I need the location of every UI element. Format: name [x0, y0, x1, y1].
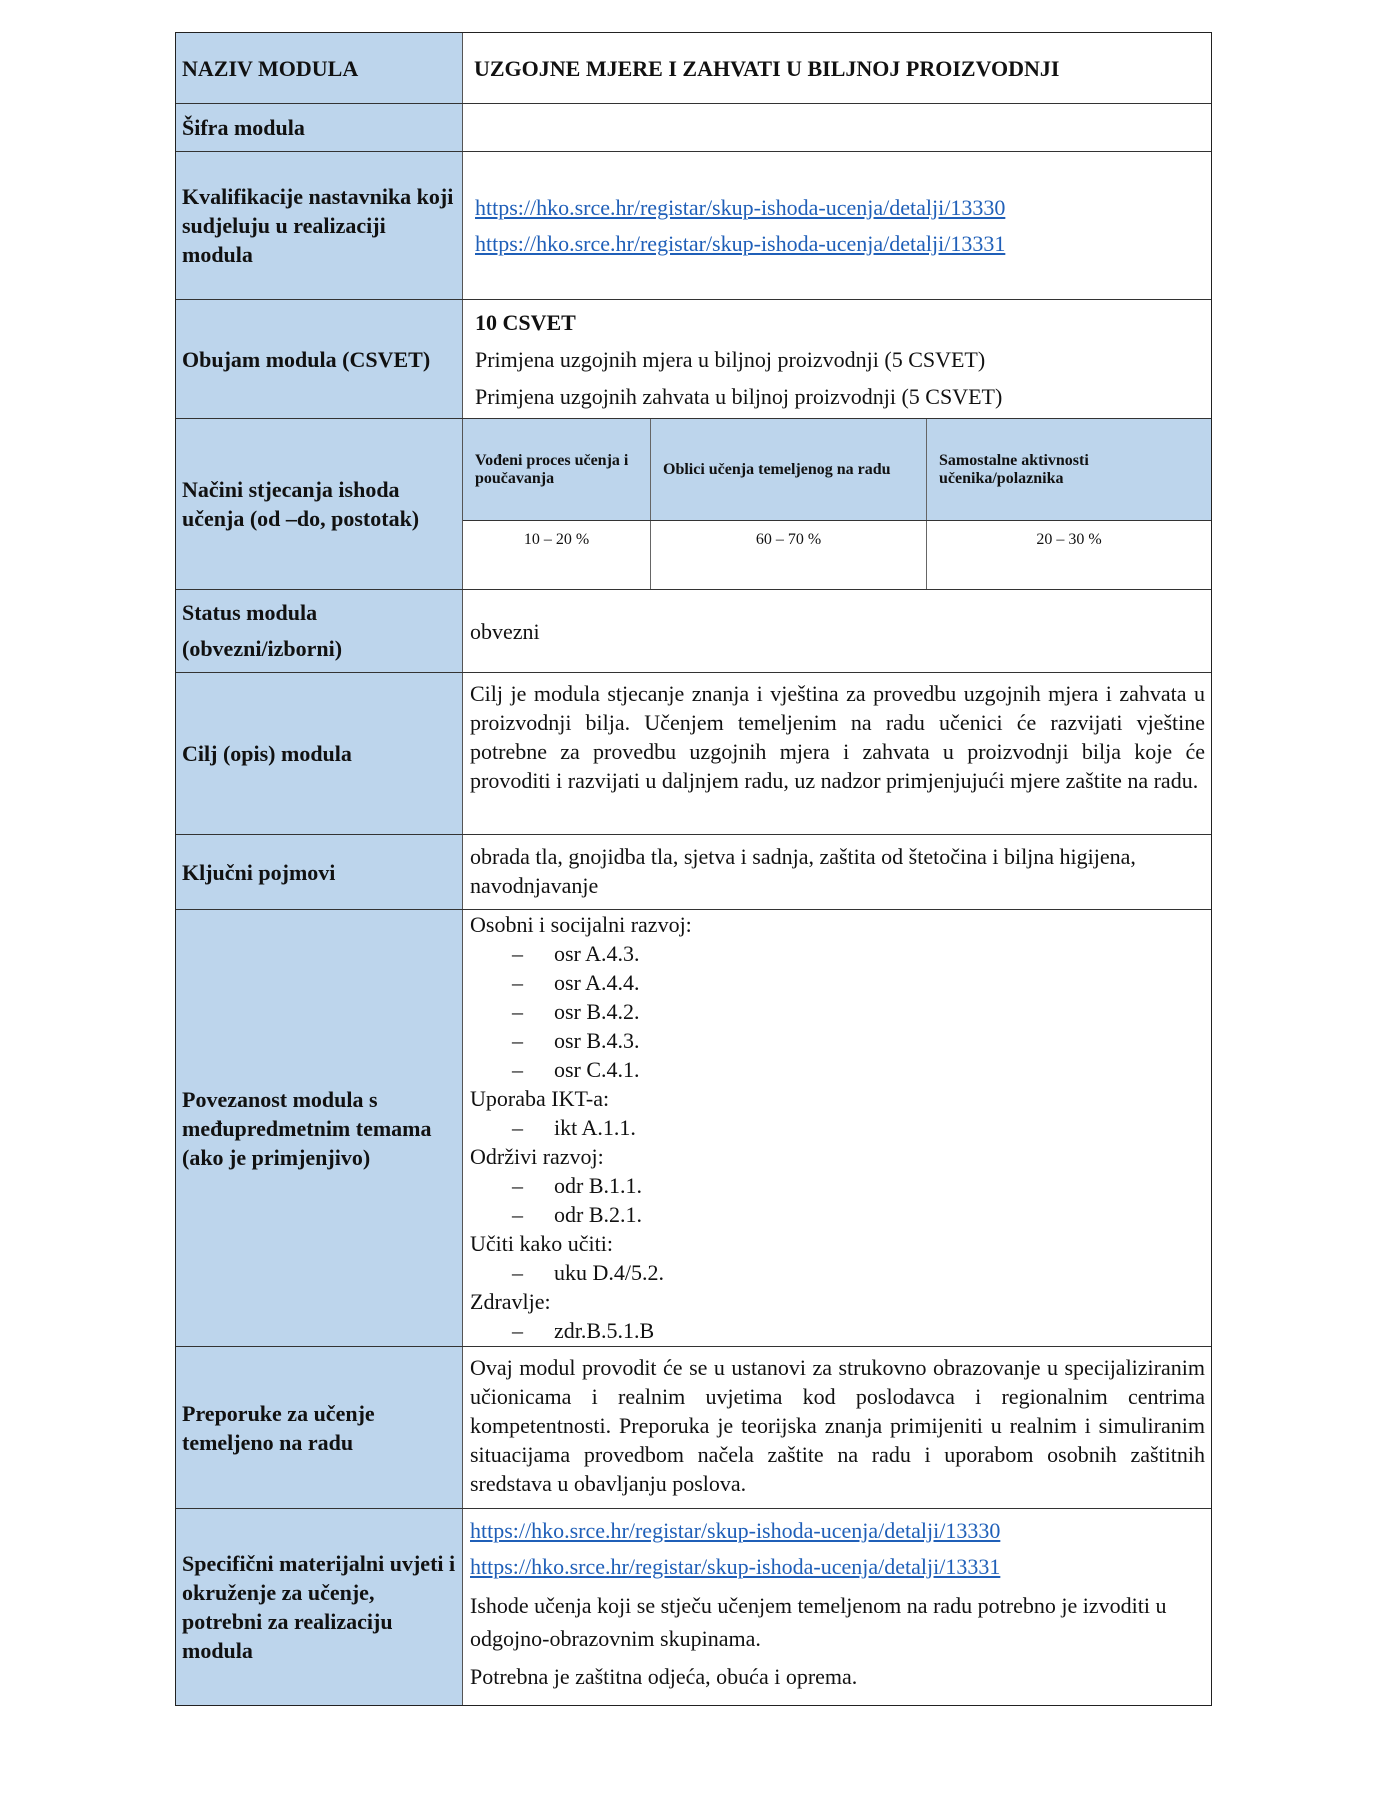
label-status: Status modula (obvezni/izborni)	[176, 590, 463, 672]
theme-item: – ikt A.1.1.	[512, 1115, 636, 1140]
theme-ikt-title: Uporaba IKT-a:	[470, 1086, 610, 1111]
csvet-total: 10 CSVET	[475, 309, 576, 335]
row-preporuke	[176, 1346, 1211, 1508]
theme-item: – odr B.1.1.	[512, 1173, 642, 1198]
csvet-item-1: Primjena uzgojnih mjera u biljnoj proizvodnji (5 CSVET)	[475, 346, 986, 372]
module-table	[175, 32, 1212, 1706]
row-obujam	[176, 299, 1211, 418]
nacini-value-row	[463, 521, 1211, 589]
label-naziv: NAZIV MODULA	[176, 33, 463, 103]
theme-item: – osr A.4.4.	[512, 970, 640, 995]
nacini-header-1: Vođeni proces učenja i poučavanja	[463, 419, 651, 520]
theme-item: – osr B.4.2.	[512, 999, 640, 1024]
value-sifra	[463, 104, 1211, 151]
theme-zdr-title: Zdravlje:	[470, 1289, 551, 1314]
theme-odr-title: Održivi razvoj:	[470, 1144, 604, 1169]
label-sifra: Šifra modula	[176, 104, 463, 151]
value-status: obvezni	[470, 618, 540, 644]
theme-item: – osr C.4.1.	[512, 1057, 640, 1082]
csvet-item-2: Primjena uzgojnih zahvata u biljnoj proizvodnji (5 CSVET)	[475, 383, 1003, 409]
nacini-header-3: Samostalne aktivnosti učenika/polaznika	[939, 451, 1089, 487]
nacini-value-1: 10 – 20 %	[463, 521, 651, 589]
label-cilj: Cilj (opis) modula	[176, 673, 463, 834]
material-link-2[interactable]: https://hko.srce.hr/registar/skup-ishoda-ucenja/detalji/13331	[470, 1554, 1001, 1579]
value-uvjeti	[463, 1509, 1211, 1705]
value-cilj: Cilj je modula stjecanje znanja i vještina za provedbu uzgojnih mjera i zahvata u proizvodnji bilja. Učenjem temeljenim na radu učenici će razvijati vještine potrebne za provedbu uzgojnih mjera i zahvata u proizvodnji bilja koje će provoditi i razvijati u daljnjem radu, uz nadzor primjenjujući mjere zaštite na radu.	[470, 681, 1205, 793]
value-pojmovi: obrada tla, gnojidba tla, sjetva i sadnja, zaštita od štetočina i biljna higijena, navodnjavanje	[470, 844, 1136, 898]
nacini-header-2: Oblici učenja temeljenog na radu	[651, 419, 927, 520]
nacini-subtable	[463, 419, 1211, 589]
label-nacini: Načini stjecanja ishoda učenja (od –do, postotak)	[176, 419, 463, 589]
module-title: UZGOJNE MJERE I ZAHVATI U BILJNOJ PROIZVODNJI	[474, 55, 1060, 81]
row-uvjeti	[176, 1508, 1211, 1705]
theme-item: – osr B.4.3.	[512, 1028, 640, 1053]
row-nacini	[176, 418, 1211, 589]
theme-item: – uku D.4/5.2.	[512, 1260, 664, 1285]
theme-item: – odr B.2.1.	[512, 1202, 642, 1227]
qualification-link-1[interactable]: https://hko.srce.hr/registar/skup-ishoda-ucenja/detalji/13330	[475, 194, 1006, 220]
theme-item: – zdr.B.5.1.B	[512, 1318, 655, 1343]
label-povezanost: Povezanost modula s međupredmetnim temama (ako je primjenjivo)	[176, 910, 463, 1346]
row-cilj	[176, 672, 1211, 834]
value-kvalifikacije	[463, 152, 1211, 299]
label-uvjeti: Specifični materijalni uvjeti i okruženje za učenje, potrebni za realizaciju modula	[176, 1509, 463, 1705]
theme-osr-title: Osobni i socijalni razvoj:	[470, 912, 692, 937]
nacini-value-3: 20 – 30 %	[1036, 531, 1102, 548]
row-pojmovi	[176, 834, 1211, 909]
material-link-1[interactable]: https://hko.srce.hr/registar/skup-ishoda-ucenja/detalji/13330	[470, 1518, 1001, 1543]
label-pojmovi: Ključni pojmovi	[176, 835, 463, 909]
value-obujam	[463, 300, 1211, 418]
value-preporuke: Ovaj modul provodit će se u ustanovi za strukovno obrazovanje u specijaliziranim učionicama i realnim uvjetima kod poslodavca i regionalnim centrima kompetentnosti. Preporuka je teorijska znanja primijeniti u realnim i simuliranim situacijama provedbom načela zaštite na radu i uporabom osobnih zaštitnih sredstava u obavljanju poslova.	[470, 1355, 1205, 1496]
nacini-value-2: 60 – 70 %	[651, 521, 927, 589]
uvjeti-text-1: Ishode učenja koji se stječu učenjem temeljenom na radu potrebno je izvoditi u odgojno-obrazovnim skupinama.	[470, 1593, 1167, 1651]
label-obujam: Obujam modula (CSVET)	[176, 300, 463, 418]
nacini-header-row	[463, 419, 1211, 521]
value-povezanost	[463, 910, 1211, 1346]
uvjeti-text-2: Potrebna je zaštitna odjeća, obuća i oprema.	[470, 1664, 858, 1689]
row-povezanost	[176, 909, 1211, 1346]
label-preporuke: Preporuke za učenje temeljeno na radu	[176, 1347, 463, 1508]
label-kvalifikacije: Kvalifikacije nastavnika koji sudjeluju u realizaciji modula	[176, 152, 463, 299]
row-naziv	[176, 33, 1211, 103]
qualification-link-2[interactable]: https://hko.srce.hr/registar/skup-ishoda-ucenja/detalji/13331	[475, 230, 1006, 256]
row-sifra	[176, 103, 1211, 151]
row-kvalifikacije	[176, 151, 1211, 299]
theme-uku-title: Učiti kako učiti:	[470, 1231, 613, 1256]
theme-item: – osr A.4.3.	[512, 941, 640, 966]
row-status	[176, 589, 1211, 672]
